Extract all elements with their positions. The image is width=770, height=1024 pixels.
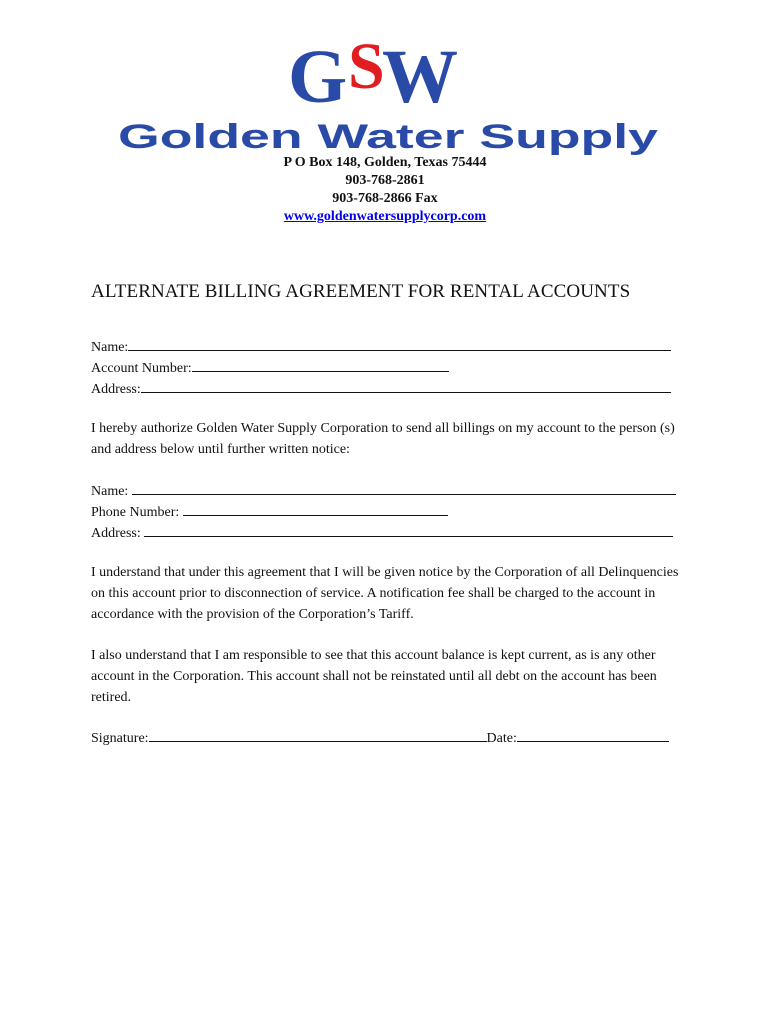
account-address-field[interactable] (141, 378, 671, 393)
contact-phone: 903-768-2861 (345, 173, 425, 188)
date-label: Date: (486, 731, 517, 746)
signature-row (91, 727, 669, 747)
alternate-phone-label: Phone Number: (91, 505, 180, 520)
logo-graphic (110, 30, 670, 160)
account-number-field[interactable] (192, 357, 449, 372)
document-title: ALTERNATE BILLING AGREEMENT FOR RENTAL ACCOUNTS (91, 281, 631, 302)
notice-paragraph: I understand that under this agreement that I will be given notice by the Corporation of all Delinquencies on this account prior to disconnection of service. A notification fee shall be charged to the account in accordance with the provision of the Corporation’s Tariff. (91, 565, 679, 622)
logo-wordmark: Golden Water Supply (118, 118, 659, 156)
contact-block (0, 154, 770, 226)
company-logo (110, 30, 670, 160)
date-field[interactable] (517, 727, 669, 742)
alternate-name-field[interactable] (132, 480, 676, 495)
alternate-address-label: Address: (91, 526, 141, 541)
account-name-field[interactable] (128, 336, 671, 351)
signature-field[interactable] (149, 727, 487, 742)
logo-letter-g: G (288, 35, 348, 119)
account-name-label: Name: (91, 340, 129, 355)
contact-fax: 903-768-2866 Fax (332, 191, 438, 206)
alternate-address-field[interactable] (144, 522, 673, 537)
logo-letter-w: W (382, 35, 458, 119)
account-address-row (91, 378, 671, 398)
account-name-row (91, 336, 671, 356)
alternate-phone-row (91, 501, 448, 521)
account-number-label: Account Number: (91, 361, 192, 376)
website-link[interactable]: www.goldenwatersupplycorp.com (283, 209, 487, 224)
signature-label: Signature: (91, 731, 149, 746)
alternate-address-row (91, 522, 673, 542)
alternate-phone-field[interactable] (183, 501, 448, 516)
contact-address: P O Box 148, Golden, Texas 75444 (283, 155, 487, 170)
account-number-row (91, 357, 449, 377)
authorization-paragraph: I hereby authorize Golden Water Supply Corporation to send all billings on my account to the person (s) and address below until further written notice: (91, 421, 675, 457)
responsibility-paragraph: I also understand that I am responsible to see that this account balance is kept current, as is any other account in the Corporation. This account shall not be reinstated until all debt on the account has been retired. (91, 648, 657, 705)
account-address-label: Address: (91, 382, 141, 397)
logo-letter-s: S (348, 30, 385, 103)
alternate-name-row (91, 480, 676, 500)
alternate-name-label: Name: (91, 484, 129, 499)
